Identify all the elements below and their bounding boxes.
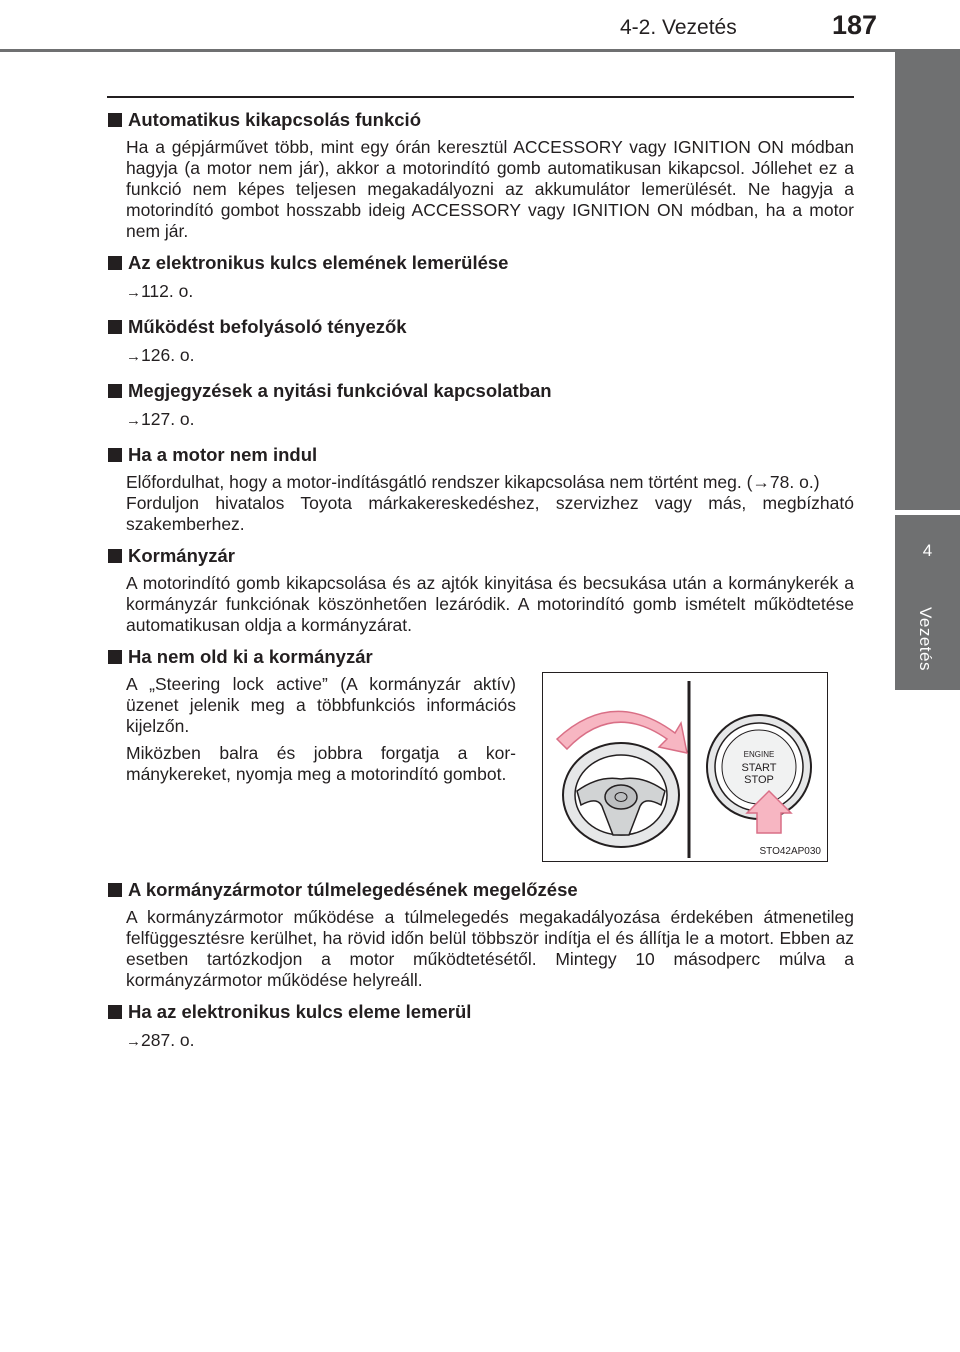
section-heading: Megjegyzések a nyitási funkcióval kapcsolatban xyxy=(108,379,854,403)
section-key-battery xyxy=(108,251,854,303)
section-body: Ha a gépjárművet több, mint egy órán keresztül ACCESSORY vagy IGNITION ON módban hagyja (a motor nem jár), akkor a motorindító gomb automatikusan kikapcsol. Jóllehet ez a funkció nem képes teljesen megakadályozni az akkumulátor lemerülését. Ne hagyja a motorindító gombot hosszabb ideig ACCESSORY vagy IGNITION ON módban, ha a motor nem jár. xyxy=(126,137,854,241)
section-steering-lock xyxy=(108,544,854,636)
arrow-icon: → xyxy=(126,412,141,429)
section-overheat xyxy=(108,878,854,991)
page-reference[interactable]: →127. o. xyxy=(126,409,195,429)
section-heading: Kormányzár xyxy=(108,544,854,568)
section-auto-off xyxy=(108,108,854,242)
content-rule xyxy=(107,96,854,98)
page-number: 187 xyxy=(832,10,878,40)
steering-wheel-icon xyxy=(563,743,679,847)
section-heading: Az elektronikus kulcs elemének lemerülése xyxy=(108,251,854,275)
section-heading: Ha nem old ki a kormányzár xyxy=(108,645,854,669)
chapter-label: Vezetés xyxy=(916,607,935,671)
section-heading: Automatikus kikapcsolás funkció xyxy=(108,108,854,132)
section-unlock-notes xyxy=(108,379,854,431)
bullet-icon xyxy=(108,320,122,334)
section-engine-not-start xyxy=(108,443,854,535)
bullet-icon xyxy=(108,113,122,127)
figure-text: A „Steering lock active” (A kormányzár aktív) üzenet jelenik meg a többfunkciós információs kijelzőn. Miközben balra és jobbra forgatja a kormánykereket, nyomja meg a motorindító gombot. xyxy=(126,674,516,784)
bullet-icon xyxy=(108,448,122,462)
bullet-icon xyxy=(108,1005,122,1019)
section-heading: Ha a motor nem indul xyxy=(108,443,854,467)
figure-row xyxy=(108,674,854,864)
arrow-icon: → xyxy=(126,284,141,301)
section-heading: A kormányzármotor túlmelegedésének megelőzése xyxy=(108,878,854,902)
bullet-icon xyxy=(108,256,122,270)
chapter-tab[interactable] xyxy=(895,515,960,690)
section-factors xyxy=(108,315,854,367)
arrow-icon: → xyxy=(126,348,141,365)
bullet-icon xyxy=(108,650,122,664)
bullet-icon xyxy=(108,384,122,398)
section-key-battery-dead xyxy=(108,1000,854,1052)
page-reference[interactable]: →287. o. xyxy=(126,1030,195,1050)
content xyxy=(108,108,854,1064)
header-rule xyxy=(0,49,960,52)
arrow-icon: → xyxy=(126,1033,141,1050)
svg-text:ENGINE: ENGINE xyxy=(743,750,775,759)
section-body: A motorindító gomb kikapcsolása és az ajtók kinyitása és becsukása után a kormánykerék a kormányzár funkciónak köszönhetően lezáródik. A motorindító gomb ismételt működtetése automatikusan oldja a kormányzárat. xyxy=(126,573,854,635)
svg-text:STOP: STOP xyxy=(744,774,774,786)
section-heading: Ha az elektronikus kulcs eleme lemerül xyxy=(108,1000,854,1024)
section-body: Előfordulhat, hogy a motor-indításgátló rendszer kikapcsolása nem történt meg. (→78. o.) Forduljon hivatalos Toyota márkakereskedéshez, szervizhez vagy más, megbízható szakemberhez. xyxy=(126,472,854,534)
header-title: 4-2. Vezetés xyxy=(620,16,737,39)
section-body: A kormányzármotor működése a túlmelegedés megakadályozása érdekében átmenetileg felfüggesztésre kerülhet, ha rövid időn belül többször indítja el és állítja le a motort. Ebben az esetben tartózkodjon a motor működtetésétől. Mintegy 10 másodperc múlva a kormányzármotor működése helyreáll. xyxy=(126,907,854,990)
steering-illustration xyxy=(543,673,827,861)
bullet-icon xyxy=(108,883,122,897)
side-tab-bar xyxy=(895,52,960,510)
figure-caption: STO42AP030 xyxy=(759,846,821,857)
steering-figure xyxy=(542,672,828,862)
page-reference[interactable]: →112. o. xyxy=(126,281,194,301)
section-lock-not-release xyxy=(108,645,854,864)
chapter-number: 4 xyxy=(922,541,933,560)
page-reference[interactable]: →126. o. xyxy=(126,345,195,365)
section-heading: Működést befolyásoló tényezők xyxy=(108,315,854,339)
svg-text:START: START xyxy=(741,762,777,774)
bullet-icon xyxy=(108,549,122,563)
